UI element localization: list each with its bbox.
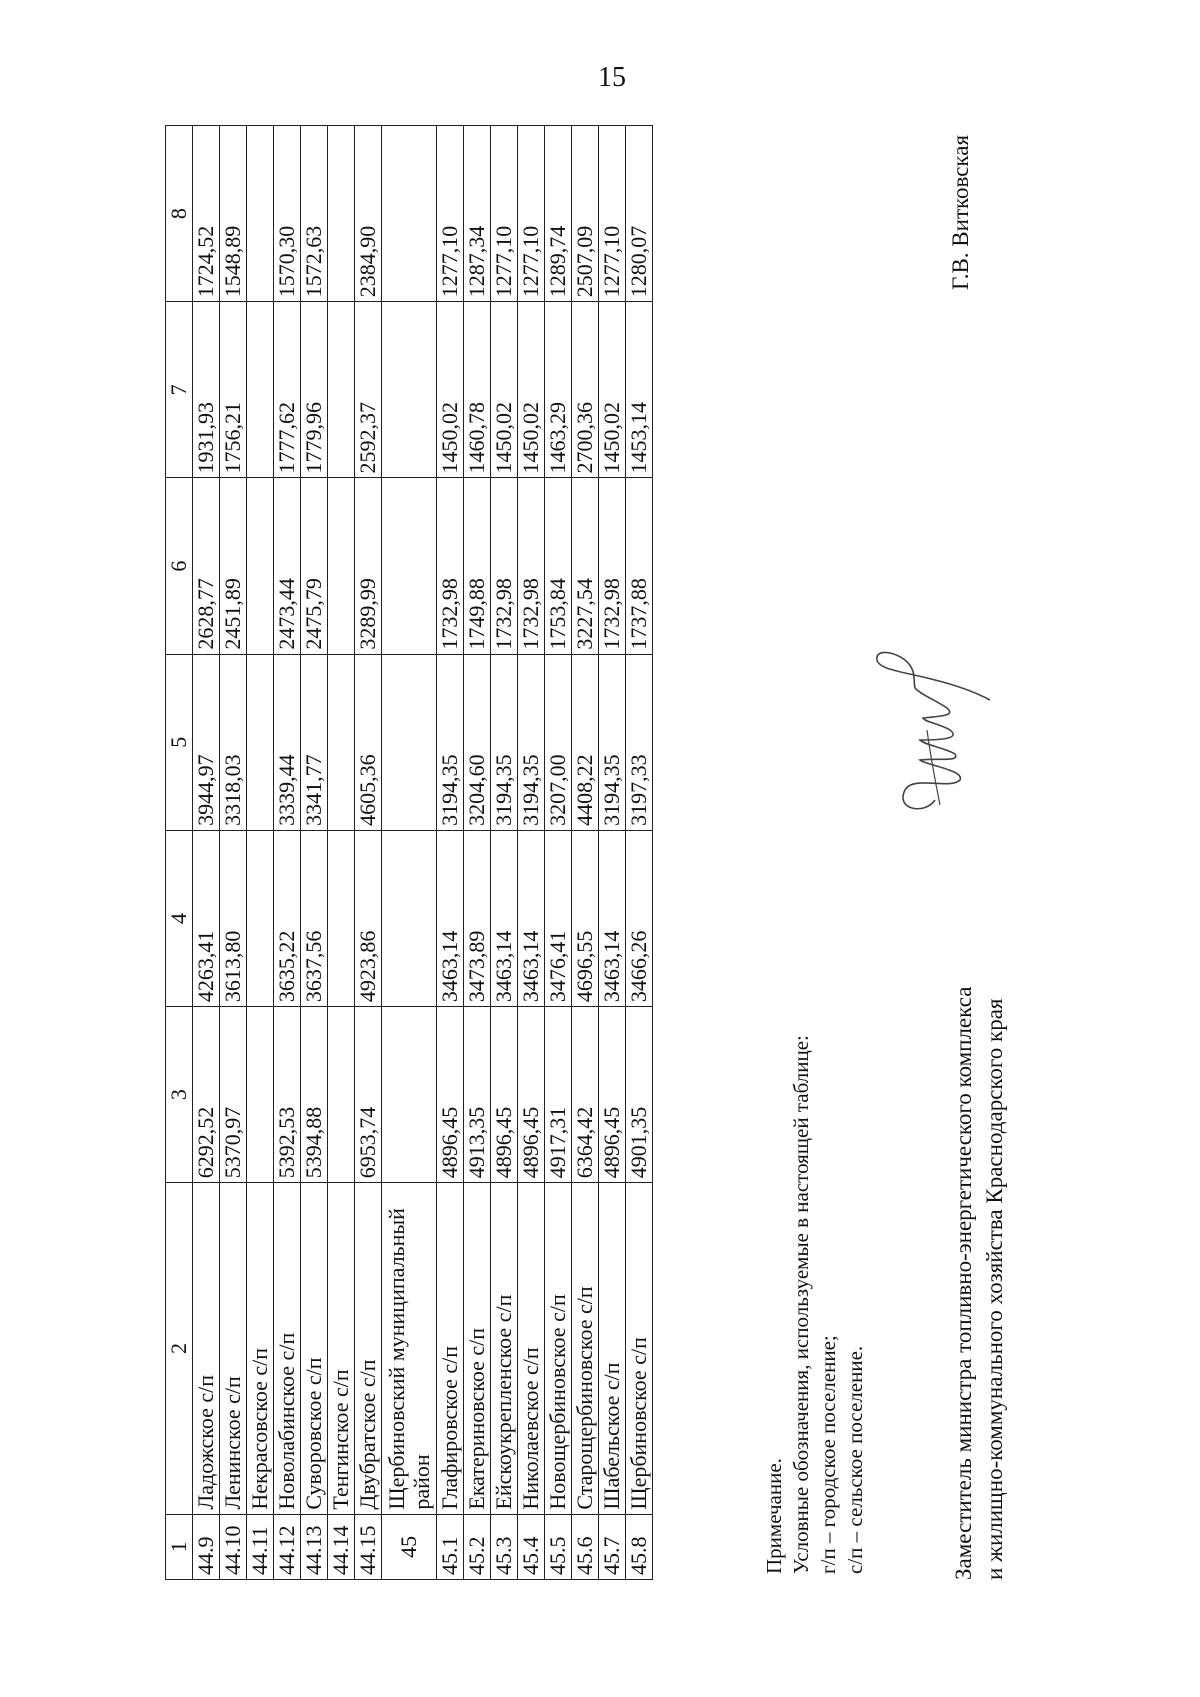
value-cell: 3194,35: [437, 654, 464, 830]
value-cell: 3194,35: [491, 654, 518, 830]
value-cell: 1450,02: [518, 302, 545, 478]
settlement-name-cell: Ейскоукрепленское с/п: [491, 1183, 518, 1514]
value-cell: 2451,89: [220, 478, 247, 654]
value-cell: [328, 654, 355, 830]
table-row: [193, 126, 220, 1580]
settlement-name-cell: Ладожское с/п: [193, 1183, 220, 1514]
value-cell: 1460,78: [464, 302, 491, 478]
table-row: [491, 126, 518, 1580]
row-number-cell: 45.4: [518, 1514, 545, 1579]
value-cell: [382, 126, 437, 302]
table-row: [382, 126, 437, 1580]
note-line: Условные обозначения, используемые в настоящей таблице:: [789, 1035, 813, 1574]
value-cell: 3339,44: [274, 654, 301, 830]
settlement-name-cell: Новощербиновское с/п: [545, 1183, 572, 1514]
value-cell: [328, 478, 355, 654]
value-cell: 3318,03: [220, 654, 247, 830]
note-title: Примечание.: [762, 1458, 786, 1574]
value-cell: [328, 830, 355, 1006]
table-row: [464, 126, 491, 1580]
value-cell: [382, 830, 437, 1006]
value-cell: 3463,14: [437, 830, 464, 1006]
header-cell: 2: [166, 1183, 193, 1514]
value-cell: 3637,56: [301, 830, 328, 1006]
value-cell: 1453,14: [626, 302, 653, 478]
row-number-cell: 45: [382, 1514, 437, 1579]
row-number-cell: 45.3: [491, 1514, 518, 1579]
value-cell: 4896,45: [437, 1007, 464, 1183]
rotated-landscape-content: [165, 80, 1045, 1580]
header-cell: 8: [166, 126, 193, 302]
settlement-name-cell: Щербиновский муниципальный район: [382, 1183, 437, 1514]
row-number-cell: 44.12: [274, 1514, 301, 1579]
value-cell: [328, 126, 355, 302]
value-cell: 1732,98: [437, 478, 464, 654]
value-cell: [247, 1007, 274, 1183]
settlement-name-cell: Щербиновское с/п: [626, 1183, 653, 1514]
table-header-row: [166, 126, 193, 1580]
value-cell: 1732,98: [491, 478, 518, 654]
value-cell: 2700,36: [572, 302, 599, 478]
signatory-position: [948, 987, 1010, 1580]
value-cell: 4605,36: [355, 654, 382, 830]
value-cell: 1753,84: [545, 478, 572, 654]
value-cell: 4896,45: [518, 1007, 545, 1183]
value-cell: 3466,26: [626, 830, 653, 1006]
value-cell: 2592,37: [355, 302, 382, 478]
header-cell: 5: [166, 654, 193, 830]
value-cell: 3207,00: [545, 654, 572, 830]
value-cell: 2507,09: [572, 126, 599, 302]
value-cell: 2473,44: [274, 478, 301, 654]
row-number-cell: 44.11: [247, 1514, 274, 1579]
settlement-name-cell: Тенгинское с/п: [328, 1183, 355, 1514]
row-number-cell: 44.10: [220, 1514, 247, 1579]
value-cell: 1280,07: [626, 126, 653, 302]
tariff-table: [165, 125, 653, 1580]
value-cell: 6364,42: [572, 1007, 599, 1183]
settlement-name-cell: Суворовское с/п: [301, 1183, 328, 1514]
value-cell: 3463,14: [491, 830, 518, 1006]
value-cell: 1732,98: [599, 478, 626, 654]
row-number-cell: 45.7: [599, 1514, 626, 1579]
row-number-cell: 45.8: [626, 1514, 653, 1579]
settlement-name-cell: Двубратское с/п: [355, 1183, 382, 1514]
value-cell: 3944,97: [193, 654, 220, 830]
settlement-name-cell: Екатериновское с/п: [464, 1183, 491, 1514]
value-cell: 1277,10: [491, 126, 518, 302]
value-cell: 1724,52: [193, 126, 220, 302]
value-cell: [382, 1007, 437, 1183]
value-cell: 4901,35: [626, 1007, 653, 1183]
value-cell: [247, 302, 274, 478]
value-cell: 3463,14: [599, 830, 626, 1006]
value-cell: 1572,63: [301, 126, 328, 302]
row-number-cell: 45.1: [437, 1514, 464, 1579]
value-cell: 3635,22: [274, 830, 301, 1006]
value-cell: [382, 478, 437, 654]
value-cell: 5394,88: [301, 1007, 328, 1183]
value-cell: 4696,55: [572, 830, 599, 1006]
position-line: и жилищно-коммунального хозяйства Краснодарского края: [982, 998, 1007, 1580]
value-cell: [247, 478, 274, 654]
value-cell: 3204,60: [464, 654, 491, 830]
table-row: [545, 126, 572, 1580]
table-row: [572, 126, 599, 1580]
value-cell: 1450,02: [491, 302, 518, 478]
value-cell: 3194,35: [518, 654, 545, 830]
value-cell: [328, 1007, 355, 1183]
handwritten-signature: [865, 630, 1015, 820]
row-number-cell: 44.14: [328, 1514, 355, 1579]
value-cell: [247, 654, 274, 830]
header-cell: 3: [166, 1007, 193, 1183]
value-cell: 1287,34: [464, 126, 491, 302]
value-cell: 3476,41: [545, 830, 572, 1006]
row-number-cell: 44.9: [193, 1514, 220, 1579]
value-cell: [382, 654, 437, 830]
signatory-name: Г.В. Витковская: [948, 134, 973, 290]
value-cell: 4263,41: [193, 830, 220, 1006]
value-cell: 4923,86: [355, 830, 382, 1006]
value-cell: 3194,35: [599, 654, 626, 830]
value-cell: 4913,35: [464, 1007, 491, 1183]
value-cell: 1277,10: [518, 126, 545, 302]
table-row: [274, 126, 301, 1580]
value-cell: [382, 302, 437, 478]
table-row: [355, 126, 382, 1580]
value-cell: 6953,74: [355, 1007, 382, 1183]
value-cell: 4896,45: [599, 1007, 626, 1183]
row-number-cell: 45.2: [464, 1514, 491, 1579]
value-cell: 3341,77: [301, 654, 328, 830]
settlement-name-cell: Новолабинское с/п: [274, 1183, 301, 1514]
value-cell: 1756,21: [220, 302, 247, 478]
position-line: Заместитель министра топливно-энергетического комплекса: [951, 986, 976, 1580]
value-cell: 1450,02: [437, 302, 464, 478]
value-cell: 1289,74: [545, 126, 572, 302]
value-cell: 1277,10: [599, 126, 626, 302]
table-row: [599, 126, 626, 1580]
value-cell: [328, 302, 355, 478]
header-cell: 7: [166, 302, 193, 478]
value-cell: 1931,93: [193, 302, 220, 478]
value-cell: 1450,02: [599, 302, 626, 478]
value-cell: 2628,77: [193, 478, 220, 654]
value-cell: 3227,54: [572, 478, 599, 654]
table-note: [761, 1035, 869, 1574]
value-cell: 6292,52: [193, 1007, 220, 1183]
note-line: г/п – городское поселение;: [816, 1335, 840, 1574]
value-cell: 3613,80: [220, 830, 247, 1006]
value-cell: 1732,98: [518, 478, 545, 654]
value-cell: 1463,29: [545, 302, 572, 478]
table-row: [328, 126, 355, 1580]
row-number-cell: 44.13: [301, 1514, 328, 1579]
table-row: [626, 126, 653, 1580]
row-number-cell: 45.6: [572, 1514, 599, 1579]
note-line: с/п – сельское поселение.: [843, 1345, 867, 1574]
value-cell: 5392,53: [274, 1007, 301, 1183]
value-cell: 4917,31: [545, 1007, 572, 1183]
value-cell: 1779,96: [301, 302, 328, 478]
settlement-name-cell: Некрасовское с/п: [247, 1183, 274, 1514]
value-cell: 1777,62: [274, 302, 301, 478]
value-cell: 1737,88: [626, 478, 653, 654]
table-row: [247, 126, 274, 1580]
row-number-cell: 45.5: [545, 1514, 572, 1579]
header-cell: 1: [166, 1514, 193, 1579]
table-row: [220, 126, 247, 1580]
value-cell: 2475,79: [301, 478, 328, 654]
value-cell: [247, 126, 274, 302]
value-cell: 3289,99: [355, 478, 382, 654]
table-row: [437, 126, 464, 1580]
header-cell: 6: [166, 478, 193, 654]
page-number: 15: [598, 62, 626, 93]
value-cell: 3197,33: [626, 654, 653, 830]
settlement-name-cell: Старощербиновское с/п: [572, 1183, 599, 1514]
value-cell: 3463,14: [518, 830, 545, 1006]
value-cell: 5370,97: [220, 1007, 247, 1183]
value-cell: 1277,10: [437, 126, 464, 302]
value-cell: [247, 830, 274, 1006]
header-cell: 4: [166, 830, 193, 1006]
value-cell: 4896,45: [491, 1007, 518, 1183]
value-cell: 1570,30: [274, 126, 301, 302]
row-number-cell: 44.15: [355, 1514, 382, 1579]
settlement-name-cell: Ленинское с/п: [220, 1183, 247, 1514]
table-row: [518, 126, 545, 1580]
value-cell: 2384,90: [355, 126, 382, 302]
settlement-name-cell: Глафировское с/п: [437, 1183, 464, 1514]
table-row: [301, 126, 328, 1580]
value-cell: 4408,22: [572, 654, 599, 830]
settlement-name-cell: Николаевское с/п: [518, 1183, 545, 1514]
value-cell: 1749,88: [464, 478, 491, 654]
value-cell: 1548,89: [220, 126, 247, 302]
settlement-name-cell: Шабельское с/п: [599, 1183, 626, 1514]
value-cell: 3473,89: [464, 830, 491, 1006]
